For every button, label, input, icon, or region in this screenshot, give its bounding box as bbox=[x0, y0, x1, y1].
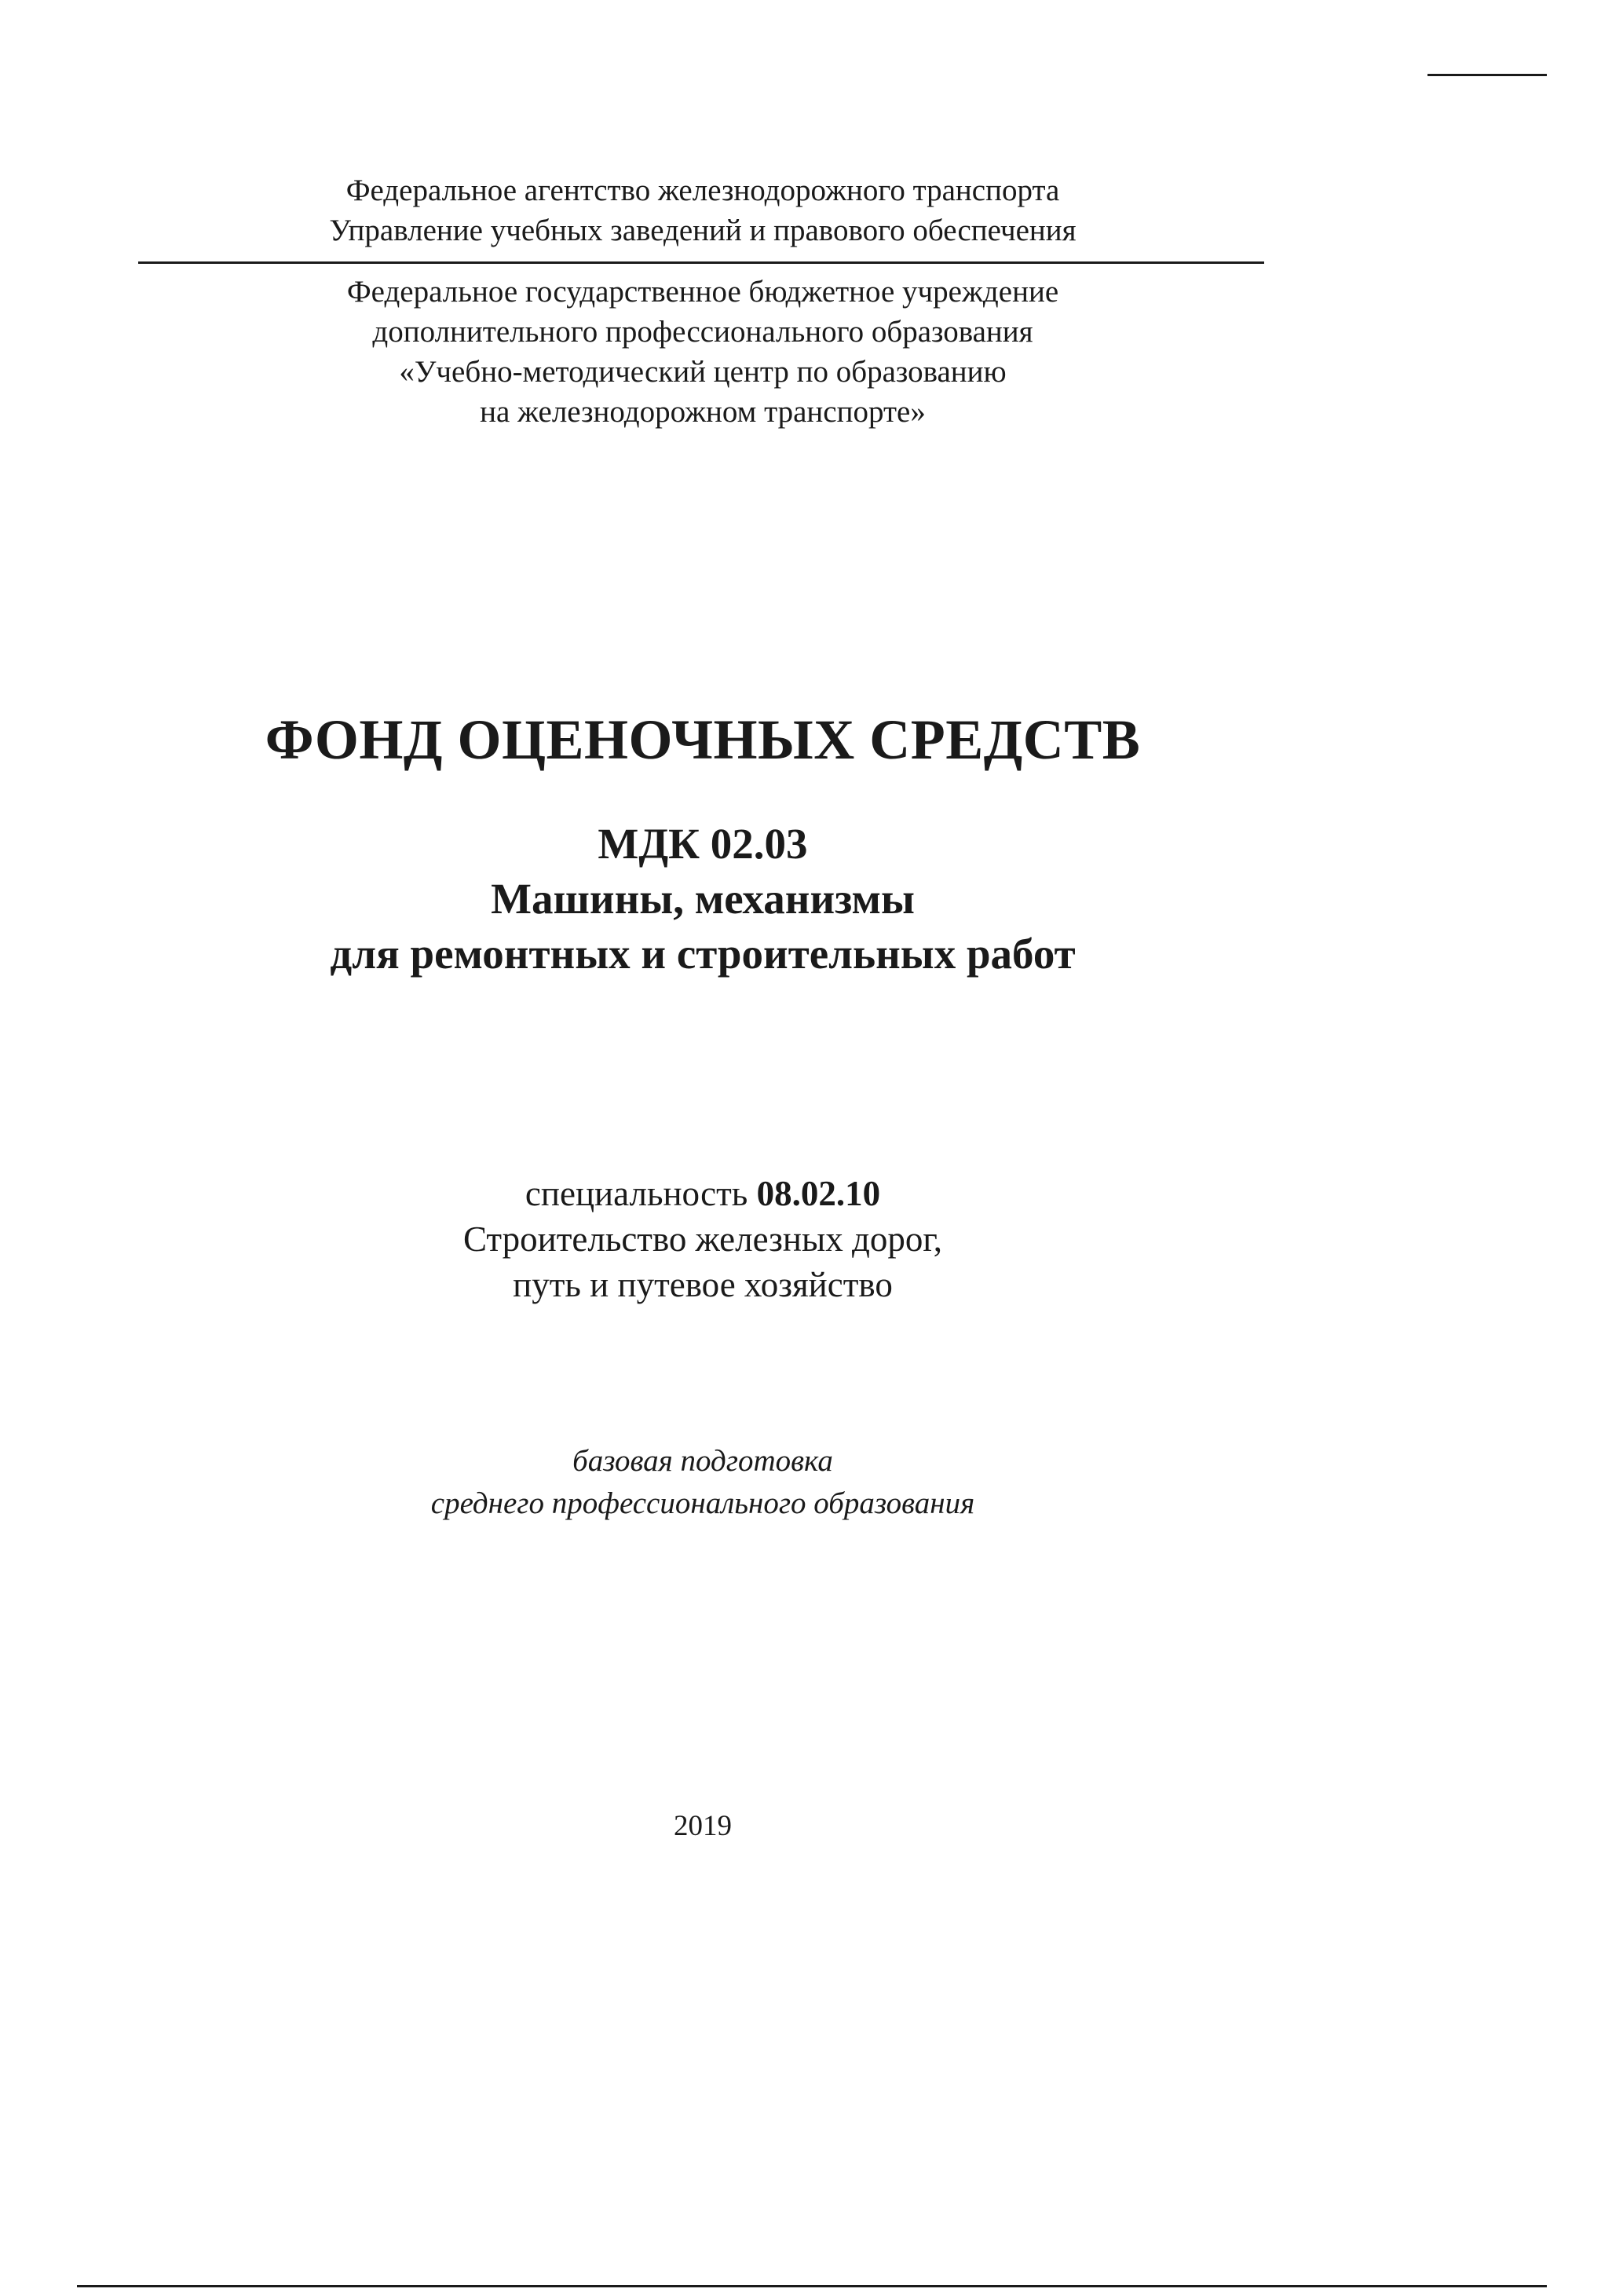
institution-line: на железнодорожном транспорте» bbox=[480, 395, 926, 429]
footer-divider bbox=[77, 2285, 1547, 2287]
document-title: ФОНД ОЦЕНОЧНЫХ СРЕДСТВ bbox=[265, 708, 1141, 771]
specialty-label: специальность bbox=[525, 1174, 748, 1213]
module-name-line: Машины, механизмы bbox=[491, 875, 915, 923]
agency-name: Федеральное агентство железнодорожного транспорта bbox=[345, 174, 1060, 207]
module-name-line: для ремонтных и строительных работ bbox=[330, 930, 1076, 978]
specialty-name-line: путь и путевое хозяйство bbox=[513, 1265, 893, 1304]
training-line: базовая подготовка bbox=[572, 1444, 833, 1478]
agency-header bbox=[0, 170, 1406, 250]
institution-header bbox=[0, 272, 1406, 432]
institution-line: Федеральное государственное бюджетное учреждение bbox=[346, 275, 1059, 309]
specialty-heading bbox=[0, 1171, 1406, 1216]
institution-line: «Учебно-методический центр по образованию bbox=[399, 355, 1007, 389]
training-line: среднего профессионального образования bbox=[430, 1486, 975, 1520]
training-level bbox=[0, 1440, 1406, 1525]
specialty-code: 08.02.10 bbox=[756, 1174, 881, 1213]
module-block bbox=[0, 817, 1406, 982]
specialty-block bbox=[0, 1171, 1406, 1307]
agency-department: Управление учебных заведений и правового обеспечения bbox=[329, 214, 1077, 247]
module-code: МДК 02.03 bbox=[598, 820, 808, 868]
header-divider bbox=[138, 261, 1264, 264]
corner-divider bbox=[1427, 74, 1547, 76]
publication-year: 2019 bbox=[674, 1810, 732, 1842]
specialty-name-line: Строительство железных дорог, bbox=[463, 1219, 942, 1259]
institution-line: дополнительного профессионального образования bbox=[372, 315, 1033, 349]
